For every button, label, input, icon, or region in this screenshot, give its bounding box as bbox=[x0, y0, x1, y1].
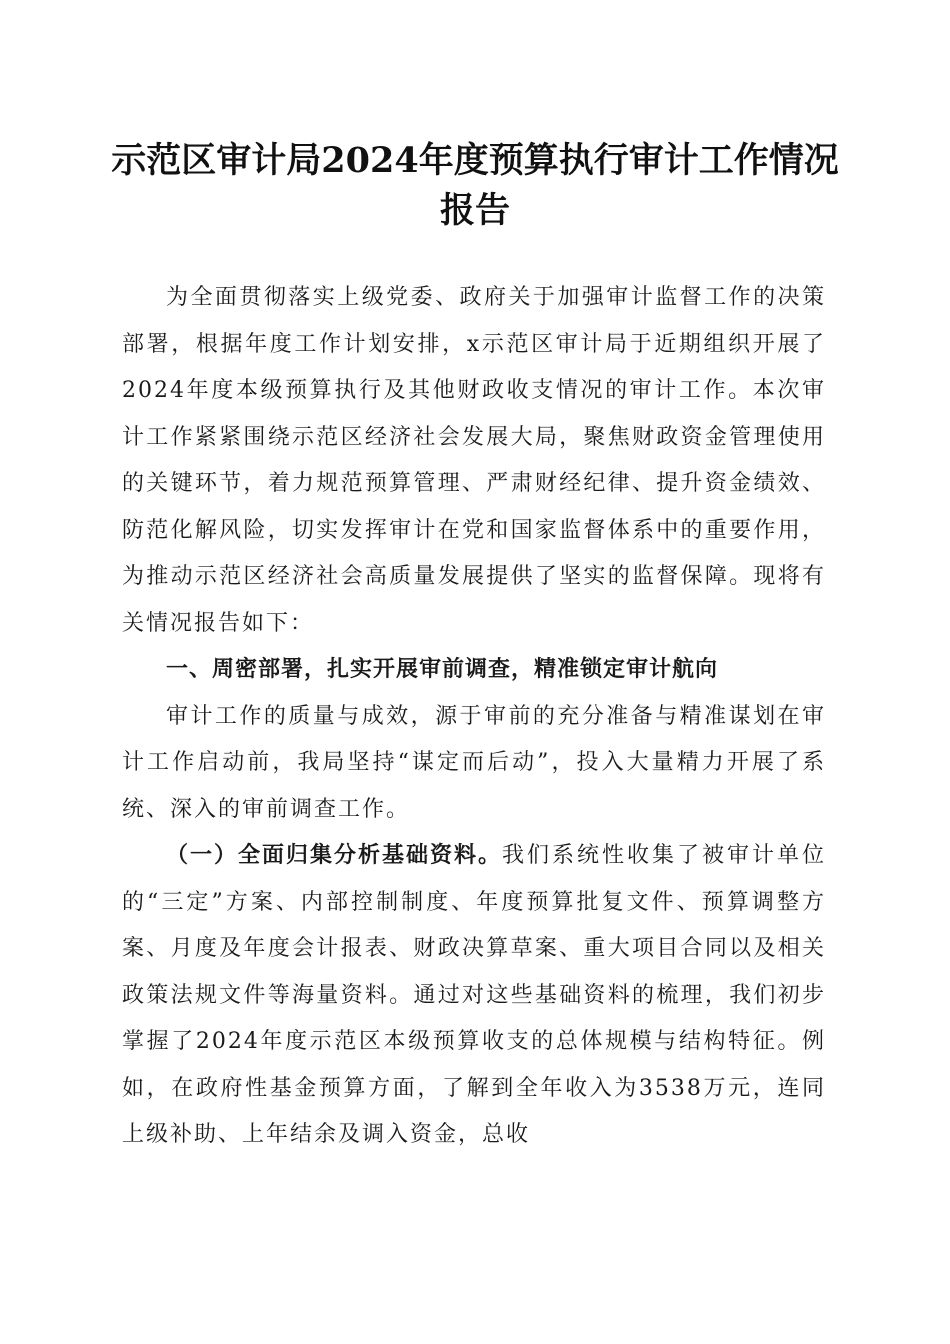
intro-paragraph: 为全面贯彻落实上级党委、政府关于加强审计监督工作的决策部署，根据年度工作计划安排，x示范区审计局于近期组织开展了2024年度本级预算执行及其他财政收支情况的审计工作。本次审计工作紧紧围绕示范区经济社会发展大局，聚焦财政资金管理使用的关键环节，着力规范预算管理、严肃财经纪律、提升资金绩效、防范化解风险，切实发挥审计在党和国家监督体系中的重要作用，为推动示范区经济社会高质量发展提供了坚实的监督保障。现将有关情况报告如下： bbox=[122, 285, 826, 636]
subsection-text: 我们系统性收集了被审计单位的“三定”方案、内部控制制度、年度预算批复文件、预算调整方案、月度及年度会计报表、财政决算草案、重大项目合同以及相关政策法规文件等海量资料。通过对这些基础资料的梳理，我们初步掌握了2024年度示范区本级预算收支的总体规模与结构特征。例如，在政府性基金预算方面，了解到全年收入为3538万元，连同上级补助、上年结余及调入资金，总收 bbox=[122, 843, 826, 1147]
section-paragraph: 审计工作的质量与成效，源于审前的充分准备与精准谋划在审计工作启动前，我局坚持“谋定而后动”，投入大量精力开展了系统、深入的审前调查工作。 bbox=[122, 703, 826, 822]
document-body bbox=[122, 275, 826, 1159]
subsection-heading: （一）全面归集分析基础资料。 bbox=[166, 843, 502, 868]
section-heading: 一、周密部署，扎实开展审前调查，精准锁定审计航向 bbox=[166, 657, 719, 682]
document-title: 示范区审计局2024年度预算执行审计工作情况报告 bbox=[111, 140, 839, 231]
subsection-paragraph bbox=[122, 833, 826, 1159]
